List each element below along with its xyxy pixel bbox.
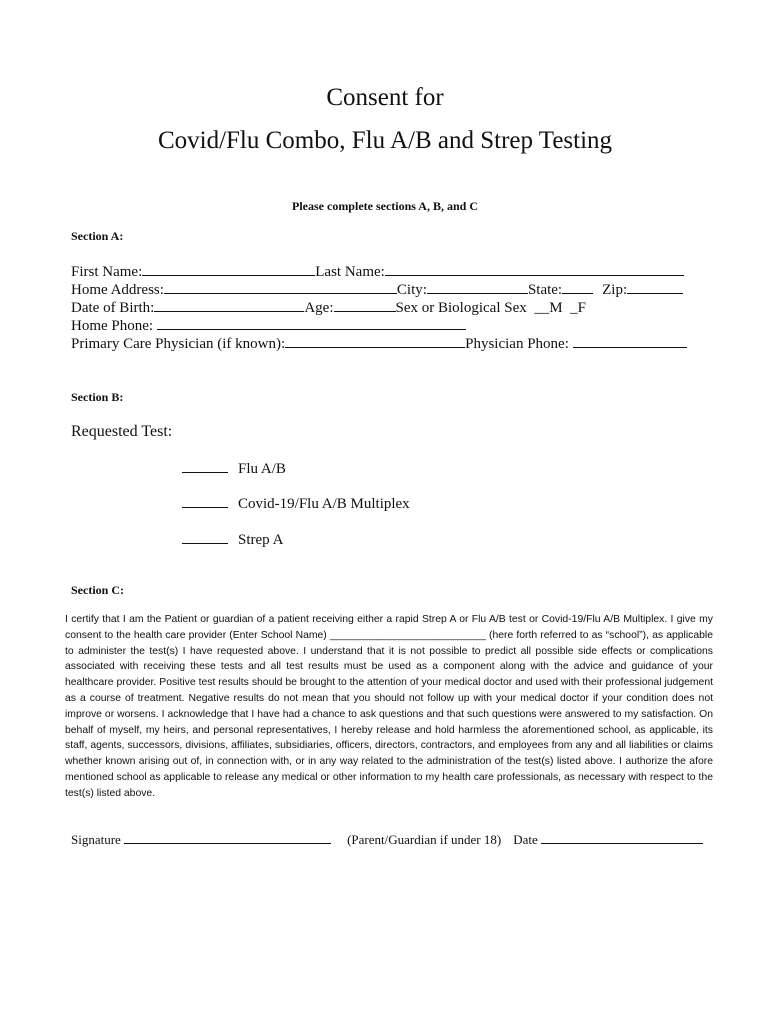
test-option-blank[interactable] bbox=[182, 459, 228, 473]
test-option-covid-flu-multiplex bbox=[182, 494, 410, 513]
instructions: Please complete sections A, B, and C bbox=[292, 199, 478, 213]
document-title-line-2: Covid/Flu Combo, Flu A/B and Strep Testing bbox=[157, 127, 613, 154]
zip-label: Zip: bbox=[602, 282, 628, 298]
first-name-label: First Name: bbox=[71, 264, 143, 280]
signature-label: Signature bbox=[71, 832, 121, 847]
zip-field[interactable] bbox=[627, 280, 683, 294]
signature-field[interactable] bbox=[124, 832, 331, 844]
dob-field[interactable] bbox=[154, 298, 304, 312]
physician-label: Primary Care Physician (if known): bbox=[71, 336, 286, 352]
requested-test-label: Requested Test: bbox=[71, 423, 173, 440]
state-label: State: bbox=[527, 282, 563, 298]
home-phone-row bbox=[71, 316, 466, 335]
section-c-heading: Section C: bbox=[71, 583, 124, 597]
home-phone-field[interactable] bbox=[157, 316, 466, 330]
first-name-field[interactable] bbox=[142, 262, 315, 276]
date-label: Date bbox=[513, 832, 538, 847]
section-a-heading: Section A: bbox=[71, 229, 124, 243]
sex-options[interactable]: __M _F bbox=[534, 300, 586, 316]
test-option-blank[interactable] bbox=[182, 530, 228, 544]
home-address-field[interactable] bbox=[164, 280, 397, 294]
physician-phone-field[interactable] bbox=[573, 334, 687, 348]
address-row bbox=[71, 280, 683, 299]
state-field[interactable] bbox=[562, 280, 593, 294]
dob-label: Date of Birth: bbox=[71, 300, 155, 316]
date-field[interactable] bbox=[541, 832, 703, 844]
consent-paragraph: I certify that I am the Patient or guardian of a patient receiving either a rapid Strep A or Flu A/B test or Covid-19/Flu A/B Multiplex. I give my consent to the health care provider (Enter School Name) ___________________________ (here forth referred to as “school”), as applicable to administer the test(s) I have requested above. I understand that it is not possible to predict all possible side effects or complications associated with receiving these tests and all test results must be used as a component along with the advice and guidance of your healthcare provider. Positive test results should be brought to the attention of your medical doctor and used with their professional judgement as a course of treatment. Negative results do not mean that you should not follow up with your medical doctor if your condition does not improve or worsens. I acknowledge that I have had a chance to ask questions and that such questions were answered to my satisfaction. On behalf of myself, my heirs, and personal representatives, I hereby release and hold harmless the aforementioned school, as applicable, its staff, agents, successors, divisions, affiliates, subsidiaries, officers, directors, contractors, and employees from any and all liabilities or claims whether known arising out of, in connection with, or in any way related to the administration of the test(s) listed above. I authorize the afore mentioned school as applicable to release any medical or other information to my health care professionals, as necessary with respect to the test(s) listed above. bbox=[65, 614, 713, 799]
age-field[interactable] bbox=[334, 298, 396, 312]
dob-row bbox=[71, 298, 586, 317]
age-label: Age: bbox=[304, 300, 334, 316]
city-label: City: bbox=[396, 282, 427, 298]
last-name-field[interactable] bbox=[385, 262, 684, 276]
signature-row bbox=[71, 832, 703, 848]
sex-label: Sex or Biological Sex bbox=[395, 300, 527, 316]
document-title-line-1: Consent for bbox=[326, 84, 444, 111]
test-option-label: Covid-19/Flu A/B Multiplex bbox=[238, 496, 410, 512]
test-option-label: Strep A bbox=[238, 532, 284, 548]
test-option-flu-ab bbox=[182, 459, 286, 478]
home-phone-label: Home Phone: bbox=[71, 318, 154, 334]
physician-field[interactable] bbox=[285, 334, 465, 348]
test-option-label: Flu A/B bbox=[238, 461, 286, 477]
section-b-heading: Section B: bbox=[71, 390, 124, 404]
guardian-note: (Parent/Guardian if under 18) bbox=[347, 832, 502, 847]
test-option-blank[interactable] bbox=[182, 494, 228, 508]
test-option-strep-a bbox=[182, 530, 283, 549]
physician-phone-label: Physician Phone: bbox=[465, 336, 569, 352]
last-name-label: Last Name: bbox=[315, 264, 385, 280]
home-address-label: Home Address: bbox=[71, 282, 164, 298]
city-field[interactable] bbox=[427, 280, 528, 294]
name-row bbox=[71, 262, 684, 281]
physician-row bbox=[71, 334, 687, 353]
